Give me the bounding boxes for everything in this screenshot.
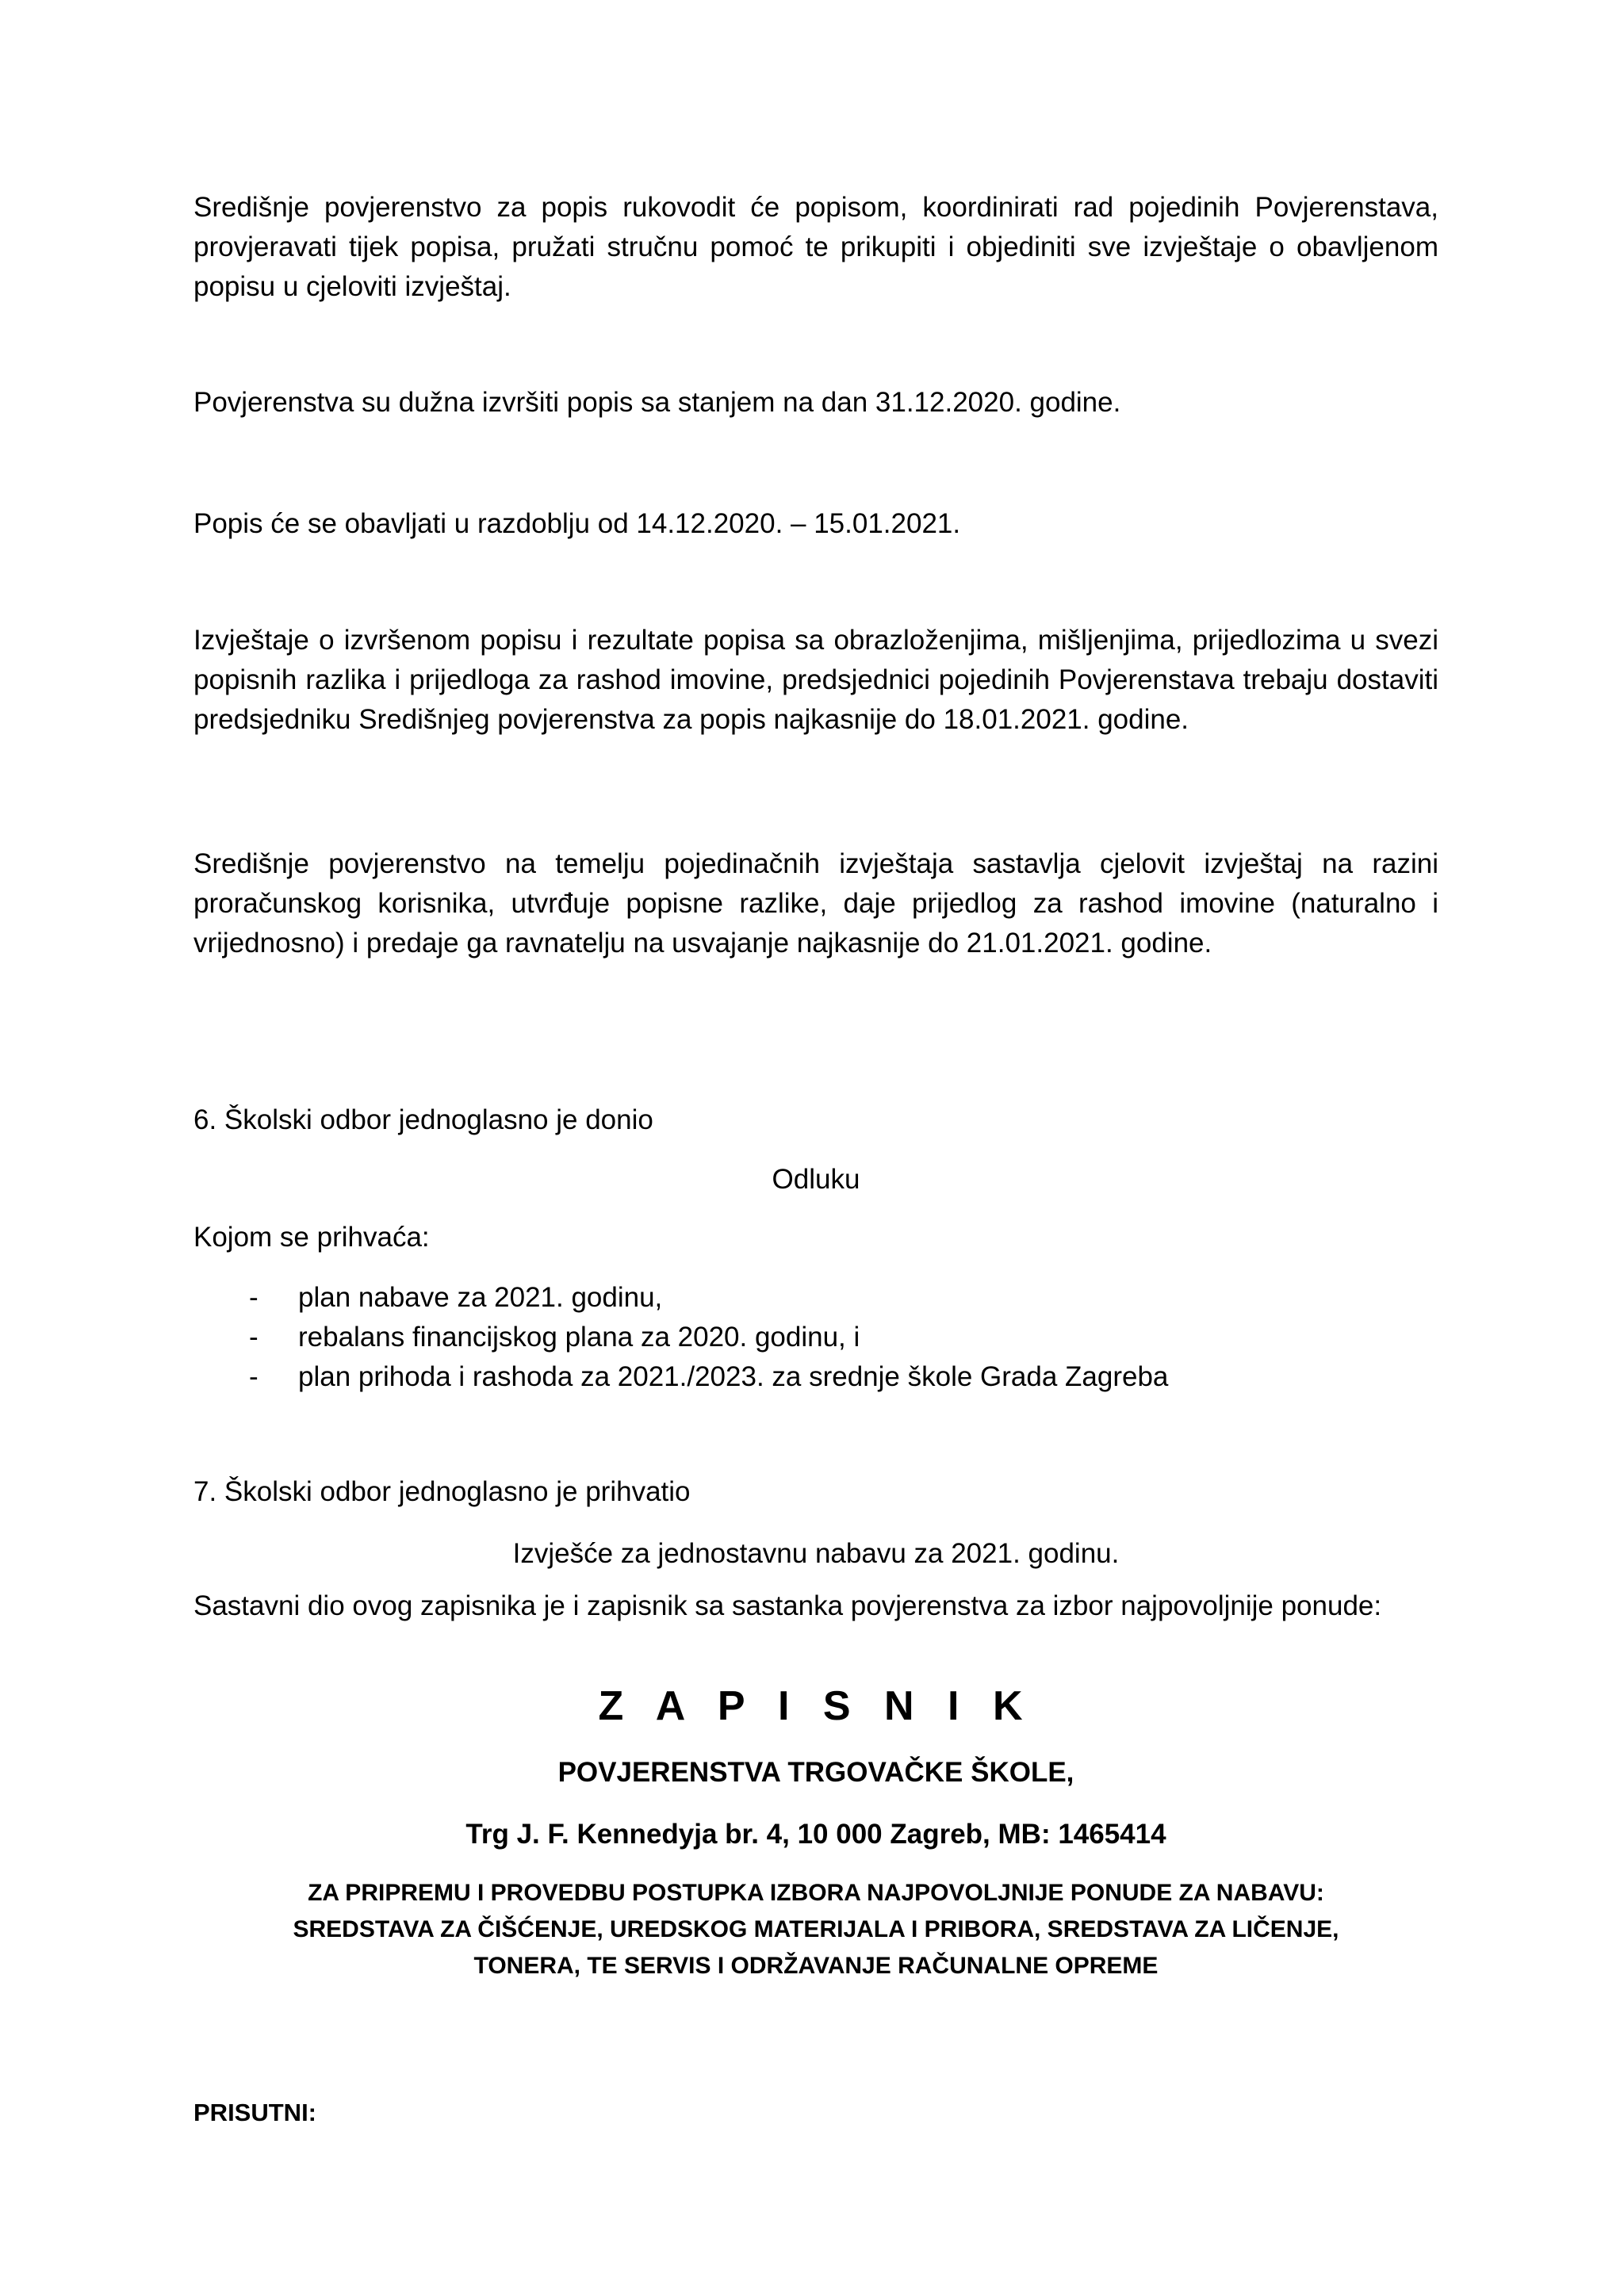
item6-heading: 6. Školski odbor jednoglasno je donio <box>193 1104 653 1135</box>
minutes-purpose-line-1: ZA PRIPREMU I PROVEDBU POSTUPKA IZBORA NAJPOVOLJNIJE PONUDE ZA NABAVU: <box>308 1880 1324 1906</box>
paragraph-reports-deadline: Izvještaje o izvršenom popisu i rezultate popisa sa obrazloženjima, mišljenjima, prijedlozima u svezi popisnih razlika i prijedloga za rashod imovine, predsjednici pojedinih Povjerenstava trebaju dostaviti predsjedniku Središnjeg povjerenstva za popis najkasnije do 18.01.2021. godine. <box>193 625 1438 735</box>
item7-report: Izvješće za jednostavnu nabavu za 2021. godinu. <box>512 1538 1120 1569</box>
item7-heading: 7. Školski odbor jednoglasno je prihvatio <box>193 1476 691 1507</box>
item6-list <box>193 1278 1438 1397</box>
minutes-subtitle: POVJERENSTVA TRGOVAČKE ŠKOLE, <box>557 1757 1074 1788</box>
paragraph-inventory-date: Povjerenstva su dužna izvršiti popis sa stanjem na dan 31.12.2020. godine. <box>193 387 1121 418</box>
present-label: PRISUTNI: <box>193 2099 316 2126</box>
minutes-address: Trg J. F. Kennedyja br. 4, 10 000 Zagreb, MB: 1465414 <box>465 1819 1166 1850</box>
list-dash: - <box>249 1282 259 1313</box>
list-item: - rebalans financijskog plana za 2020. godinu, i <box>193 1318 1438 1357</box>
list-item: - plan prihoda i rashoda za 2021./2023. za srednje škole Grada Zagreba <box>193 1357 1438 1397</box>
list-dash: - <box>249 1322 259 1353</box>
item6-intro: Kojom se prihvaća: <box>193 1222 430 1253</box>
item6-decision: Odluku <box>772 1164 860 1195</box>
paragraph-central-commission-duties: Središnje povjerenstvo za popis rukovodit će popisom, koordinirati rad pojedinih Povjerenstava, provjeravati tijek popisa, pružati stručnu pomoć te prikupiti i objediniti sve izvještaje o obavljenom popisu u cjeloviti izvještaj. <box>193 192 1438 302</box>
minutes-purpose-line-3: TONERA, TE SERVIS I ODRŽAVANJE RAČUNALNE OPREME <box>473 1953 1159 1979</box>
minutes-purpose-line-2: SREDSTAVA ZA ČIŠĆENJE, UREDSKOG MATERIJALA I PRIBORA, SREDSTAVA ZA LIČENJE, <box>293 1916 1339 1942</box>
paragraph-inventory-period: Popis će se obavljati u razdoblju od 14.12.2020. – 15.01.2021. <box>193 508 961 539</box>
minutes-title: Z A P I S N I K <box>598 1683 1034 1729</box>
paragraph-central-report-deadline: Središnje povjerenstvo na temelju pojedinačnih izvještaja sastavlja cjelovit izvještaj na razini proračunskog korisnika, utvrđuje popisne razlike, daje prijedlog za rashod imovine (naturalno i vrijednosno) i predaje ga ravnatelju na usvajanje najkasnije do 21.01.2021. godine. <box>193 848 1438 959</box>
list-dash: - <box>249 1361 259 1392</box>
item7-note: Sastavni dio ovog zapisnika je i zapisnik sa sastanka povjerenstva za izbor najpovoljnije ponude: <box>193 1590 1382 1621</box>
list-item: - plan nabave za 2021. godinu, <box>193 1278 1438 1318</box>
